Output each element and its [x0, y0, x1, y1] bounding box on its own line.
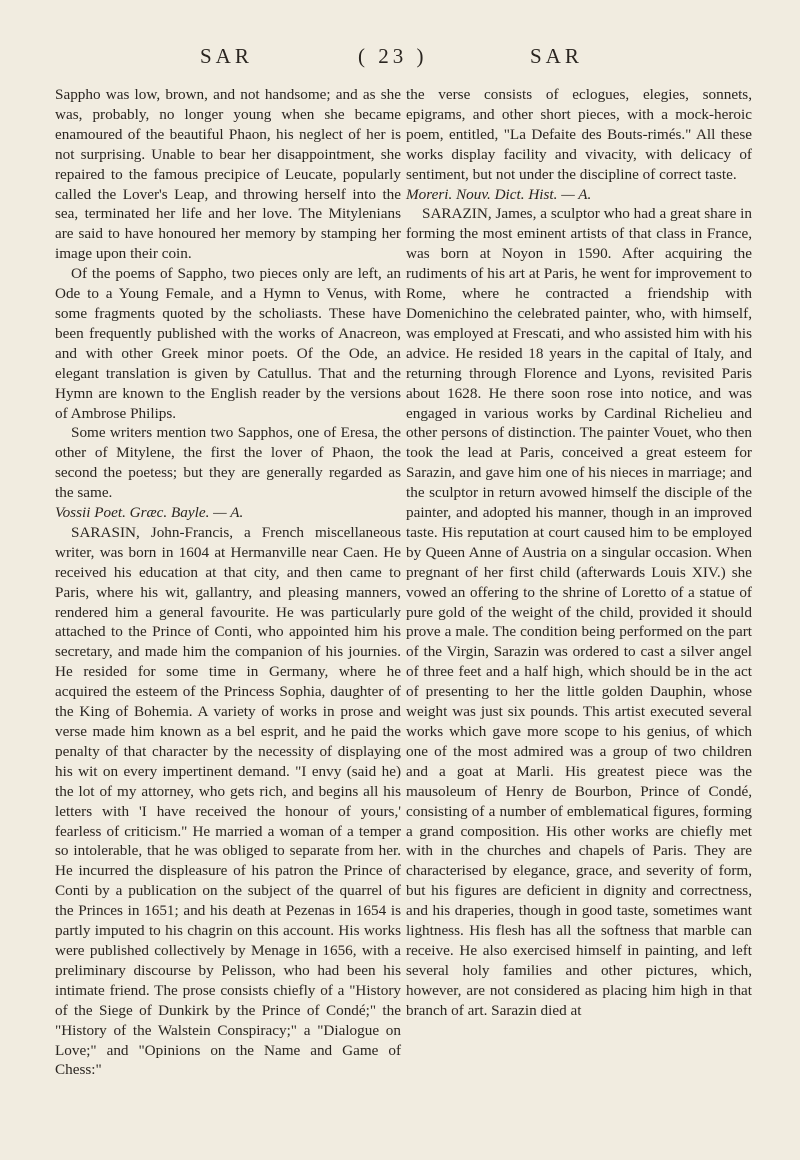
right-column	[406, 85, 752, 1021]
entry-sarazin: SARAZIN, James, a sculptor who had a great share in forming the most eminent artists of that class in France, was born at Noyon in 1590. After acquiring the rudiments of his art at Paris, he went for improvement to Rome, where he contracted a friendship with Domenichino the celebrated painter, who, with himself, was employed at Frescati, and who assisted him with his advice. He resided 18 years in the capital of Italy, and returning through Florence and Lyons, revisited Paris about 1628. He there soon rose into notice, and was engaged in various works by Cardinal Richelieu and other persons of distinction. The painter Vouet, who then took the lead at Paris, conceived a great esteem for Sarazin, and gave him one of his nieces in marriage; and the sculptor in return avowed himself the disciple of the painter, and adopted his manner, though in an improved taste. His reputation at court caused him to be employed by Queen Anne of Austria on a singular occasion. When pregnant of her first child (afterwards Louis XIV.) she vowed an offering to the shrine of Loretto of a statue of pure gold of the weight of the child, provided it should prove a male. The condition being performed on the part of the Virgin, Sarazin was ordered to cast a silver angel of three feet and a half high, which should be in the act of presenting to her the little golden Dauphin, whose weight was just six pounds. This artist executed several works which gave more scope to his genius, of which one of the most admired was a group of two children and a goat at Marli. His greatest piece was the mausoleum of Henry de Bourbon, Prince of Condé, consisting of a number of emblematical figures, forming a grand composition. His other works are chiefly met with in the churches and chapels of Paris. They are characterised by elegance, grace, and severity of form, but his figures are deficient in dignity and correctness, and his draperies, though in good taste, sometimes want lightness. His flesh has all the softness that marble can receive. He also exercised himself in painting, and left several holy families and other pictures, which, however, are not considered as placing him high in that branch of art. Sarazin died at	[406, 205, 752, 1019]
reference-moreri: Moreri. Nouv. Dict. Hist. — A.	[406, 185, 592, 203]
running-header	[0, 44, 800, 74]
reference-vossii: Vossii Poet. Græc. Bayle. — A.	[55, 504, 244, 522]
header-left: SAR	[200, 44, 253, 68]
paragraph-sappho-2: Of the poems of Sappho, two pieces only are left, an Ode to a Young Female, and a Hymn to Venus, with some fragments quoted by the scholiasts. These have been frequently published with the works of Anacreon, and with other Greek minor poets. Of the Ode, an elegant translation is given by Catullus. That and the Hymn are known to the English reader by the versions of Ambrose Philips.	[55, 265, 401, 422]
left-column	[55, 85, 401, 1080]
paragraph-sappho-1: Sappho was low, brown, and not handsome; and as she was, probably, no longer young when she became enamoured of the beautiful Phaon, his neglect of her is not surprising. Unable to bear her disappointment, she repaired to the famous precipice of Leucate, popularly called the Lover's Leap, and throwing herself into the sea, terminated her life and her love. The Mitylenians are said to have honoured her memory by stamping her image upon their coin.	[55, 86, 401, 263]
entry-sarasin: SARASIN, John-Francis, a French miscellaneous writer, was born in 1604 at Hermanville near Caen. He received his education at that city, and then came to Paris, where his wit, gallantry, and pleasing manners, rendered him a general favourite. He was particularly attached to the Prince of Conti, who appointed him his secretary, and made him the companion of his journies. He resided for some time in Germany, where he acquired the esteem of the Princess Sophia, daughter of the King of Bohemia. A variety of works in prose and verse made him known as a bel esprit, and he paid the penalty of that character by the necessity of displaying his wit on every impertinent demand. "I envy (said he) the lot of my attorney, who gets rich, and begins all his letters with 'I have received the honour of yours,' fearless of criticism." He married a woman of a temper so intolerable, that he was obliged to separate from her. He incurred the displeasure of his patron the Prince of Conti by a publication on the subject of the quarrel of the Princes in 1651; and his death at Pezenas in 1654 is partly imputed to his chagrin on this account. His works were published collectively by Menage in 1656, with a preliminary discourse by Pelisson, who had been his intimate friend. The prose consists chiefly of a "History of the Siege of Dunkirk by the Prince of Condé;" the "History of the Walstein Conspiracy;" a "Dialogue on Love;" and "Opinions on the Name and Game of Chess:"	[55, 523, 401, 1079]
paragraph-sarasin-cont: the verse consists of eclogues, elegies, sonnets, epigrams, and other short pieces, with a mock-heroic poem, entitled, "La Defaite des Bouts-rimés." All these works display facility and vivacity, with delicacy of sentiment, but not under the discipline of correct taste.	[406, 86, 752, 183]
page-number: ( 23 )	[358, 44, 428, 68]
paragraph-sappho-3: Some writers mention two Sapphos, one of Eresa, the other of Mitylene, the first the lover of Phaon, the second the poetess; but they are generally regarded as the same.	[55, 424, 401, 502]
header-right: SAR	[530, 44, 583, 68]
